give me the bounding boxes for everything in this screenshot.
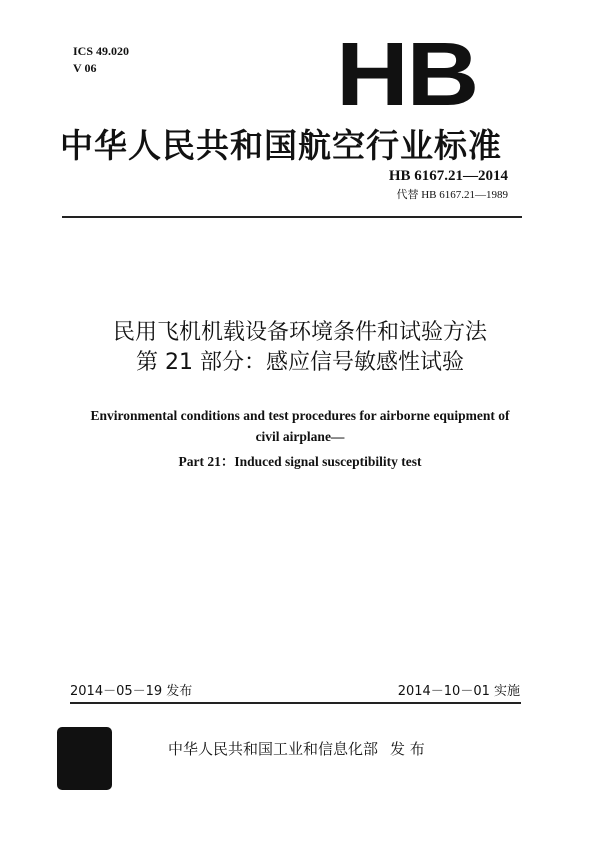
issue-date: 2014－05－19 发布	[70, 684, 193, 699]
title-en-line2: civil airplane—	[255, 429, 345, 444]
standard-code: HB 6167.21—2014	[388, 168, 508, 184]
publisher: 中华人民共和国工业和信息化部	[168, 740, 379, 758]
title-en-line1: Environmental conditions and test procedures for airborne equipment of	[90, 408, 510, 423]
emblem-block	[57, 727, 112, 790]
ccs-code: V 06	[73, 61, 97, 75]
title-en-line3: Part 21：Induced signal susceptibility test	[178, 454, 422, 469]
title-cn-line2: 第 21 部分：感应信号敏感性试验	[136, 350, 464, 375]
title-cn-line1: 民用飞机机载设备环境条件和试验方法	[112, 320, 487, 345]
divider-top	[62, 216, 522, 218]
publish-label: 发 布	[390, 740, 425, 758]
standard-type-heading: 中华人民共和国航空行业标准	[60, 126, 502, 165]
ics-code: ICS 49.020	[73, 44, 130, 58]
divider-bottom	[70, 702, 521, 704]
replaces-code: 代替 HB 6167.21—1989	[396, 189, 508, 201]
implement-date: 2014－10－01 实施	[397, 684, 520, 699]
hb-logo: HB	[336, 25, 478, 125]
